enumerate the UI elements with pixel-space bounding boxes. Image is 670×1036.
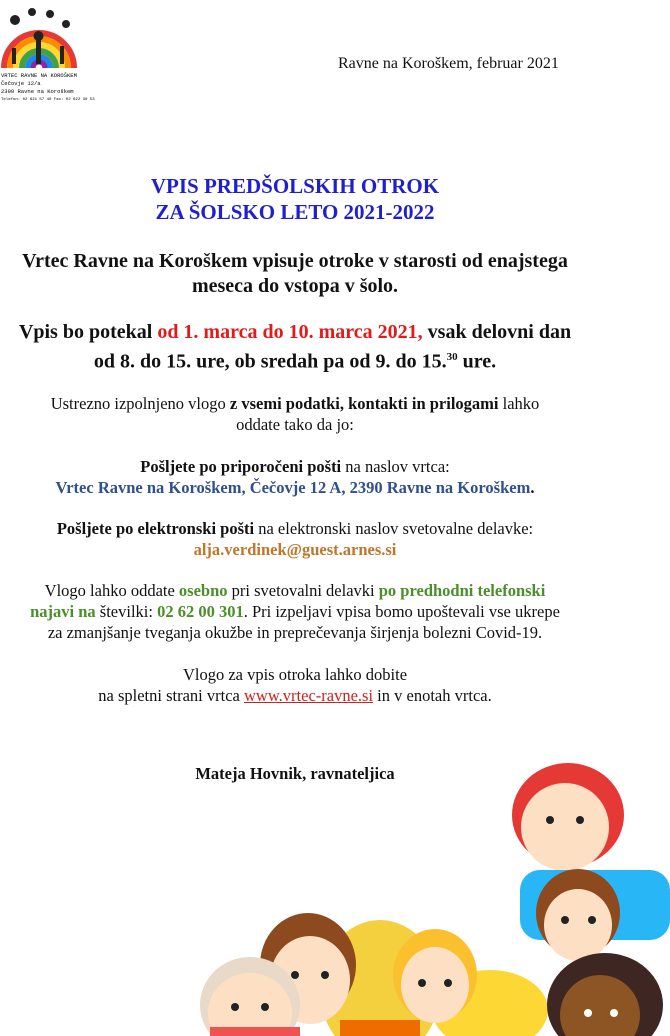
- post-period: .: [530, 478, 535, 497]
- web-text-1: na spletni strani vrtca: [98, 686, 244, 705]
- submit-prefix: Ustrezno izpolnjeno vlogo: [50, 394, 230, 413]
- inperson-text-2: pri svetovalni delavki: [227, 581, 379, 600]
- logo-name: VRTEC RAVNE NA KOROŠKEM: [1, 72, 77, 79]
- inperson-text-3: številki:: [95, 602, 158, 621]
- phone-number: 02 62 00 301: [157, 602, 244, 621]
- web-text-2: in v enotah vrtca.: [373, 686, 492, 705]
- intro-line-2: meseca do vstopa v šolo.: [191, 275, 399, 297]
- children-illustration: [190, 735, 670, 1036]
- web-line-1: Vlogo za vpis otroka lahko dobite: [182, 665, 408, 684]
- email-address[interactable]: alja.verdinek@guest.arnes.si: [193, 540, 397, 559]
- website-link[interactable]: www.vrtec-ravne.si: [244, 686, 374, 705]
- title-line-1: VPIS PREDŠOLSKIH OTROK: [150, 174, 440, 198]
- inperson-text-1: Vlogo lahko oddate: [44, 581, 179, 600]
- inperson-line-3: za zmanjšanje tveganja okužbe in preprečevanja širjenja bolezni Covid-19.: [47, 623, 543, 642]
- postal-address: Vrtec Ravne na Koroškem, Čečovje 12 A, 2390 Ravne na Koroškem: [55, 478, 531, 497]
- inperson-green-2: najavi na: [30, 602, 96, 621]
- kindergarten-logo: [0, 0, 95, 108]
- intro-line-1: Vrtec Ravne na Koroškem vpisuje otroke v starosti od enajstega: [22, 250, 568, 272]
- schedule-hours-suffix: ure.: [457, 350, 497, 373]
- signature: Mateja Hovnik, ravnateljica: [195, 764, 395, 783]
- inperson-paragraph: [0, 580, 590, 643]
- logo-phone: Telefon: 02 621 57 40 Fax: 02 622 30 53: [1, 98, 95, 102]
- logo-city: 2390 Ravne na Koroškem: [1, 88, 74, 95]
- schedule-hours: od 8. do 15. ure, ob sredah pa od 9. do 15.: [93, 350, 447, 373]
- inperson-osebno: osebno: [178, 581, 228, 600]
- logo-street: Čečovje 12/a: [1, 80, 41, 87]
- schedule-paragraph: [0, 320, 590, 375]
- schedule-suffix: vsak delovni dan: [422, 321, 572, 343]
- inperson-text-4: . Pri izpeljavi vpisa bomo upoštevali vse ukrepe: [243, 602, 560, 621]
- schedule-minutes: 30: [446, 351, 458, 363]
- post-bold: Pošljete po priporočeni pošti: [140, 457, 342, 476]
- inperson-green-1: po predhodni telefonski: [378, 581, 546, 600]
- submit-paragraph: [0, 393, 590, 435]
- schedule-dates: od 1. marca do 10. marca 2021,: [157, 321, 423, 343]
- document-title: [0, 173, 590, 225]
- email-paragraph: [0, 518, 590, 560]
- submit-bold: z vsemi podatki, kontakti in prilogami: [229, 394, 499, 413]
- rainbow-logo-icon: [0, 0, 78, 72]
- submit-suffix: lahko: [498, 394, 540, 413]
- intro-paragraph: [0, 249, 590, 299]
- document-date: Ravne na Koroškem, februar 2021: [338, 55, 559, 72]
- title-line-2: ZA ŠOLSKO LETO 2021-2022: [155, 200, 435, 224]
- email-bold: Pošljete po elektronski pošti: [56, 519, 255, 538]
- post-suffix: na naslov vrtca:: [341, 457, 450, 476]
- post-paragraph: [0, 456, 590, 498]
- submit-line-2: oddate tako da jo:: [236, 415, 354, 434]
- email-suffix: na elektronski naslov svetovalne delavke:: [254, 519, 534, 538]
- schedule-prefix: Vpis bo potekal: [18, 321, 158, 343]
- web-paragraph: [0, 664, 590, 706]
